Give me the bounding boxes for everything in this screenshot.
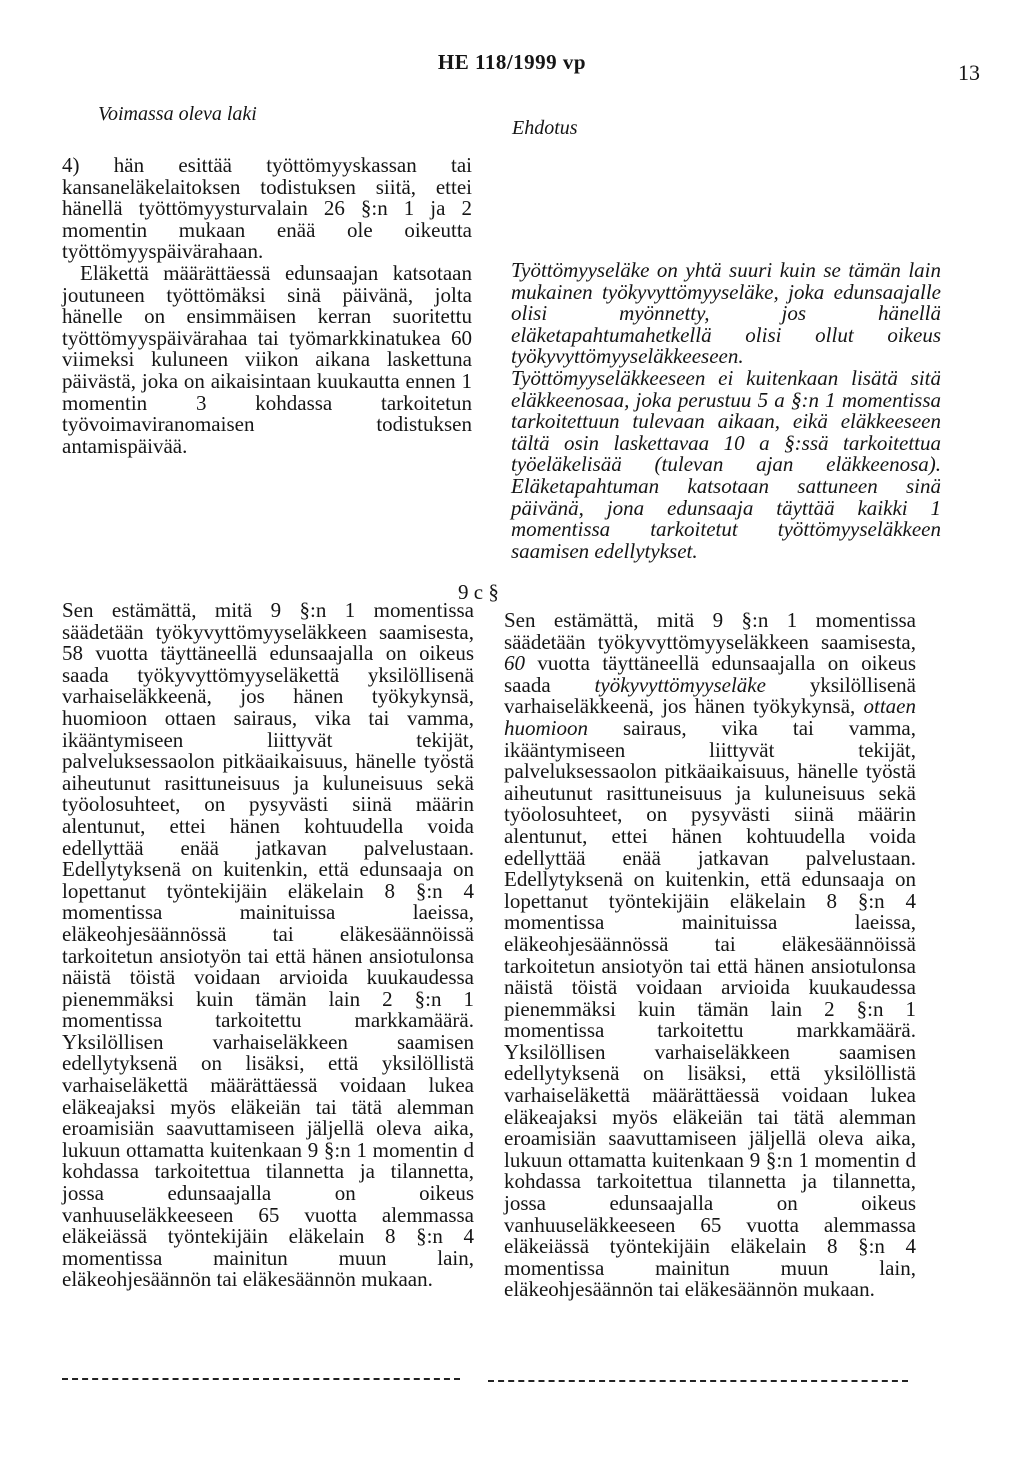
right-text-2: 60 — [504, 651, 525, 676]
right-text-5: yksilöllisenä varhaiseläkkeenä, jos hänen työkykynsä, — [504, 672, 916, 719]
right-paragraph-1: Työttömyyseläke on yhtä suuri kuin se tämän lain mukainen työkyvyttömyyseläke, joka edunsaajalle olisi myönnetty, jos hänellä eläketapahtumahetkellä olisi ollut oikeus työkyvyttömyyseläkkeeseen. Työttömyyseläkkeeseen ei kuitenkaan lisätä sitä eläkkeenosaa, joka perustuu 5 a §:n 1 momentissa tarkoitettuun tulevaan aikaan, eikä eläkkeeseen tältä osin laskettavaa 10 a §:ssä tarkoitettua työeläkelisää (tulevan ajan eläkkeenosa). Eläketapahtuman katsotaan sattuneen sinä päivänä, jona edunsaaja täyttää kaikki 1 momentissa tarkoitetut työttömyyseläkkeen saamisen edellytykset. — [511, 258, 941, 563]
left-paragraph-1: 4) hän esittää työttömyyskassan tai kansaneläkelaitoksen todistuksen siitä, ettei hänellä työttömyysturvalain 26 §:n 1 ja 2 momentin mukaan enää ole oikeutta työttömyyspäivärahaan. — [62, 153, 472, 264]
document-id: HE 118/1999 vp — [437, 50, 587, 74]
left-top-text — [62, 155, 472, 457]
right-column-title: Ehdotus — [512, 117, 578, 139]
section-heading: 9 c § — [458, 580, 499, 604]
right-text-4: työkyvyttömyyseläke — [594, 672, 766, 697]
right-text-1: Sen estämättä, mitä 9 §:n 1 momentissa säädetään työkyvyttömyyseläkkeen saamisesta, — [504, 608, 916, 654]
left-column-title: Voimassa oleva laki — [98, 103, 257, 125]
right-separator — [488, 1380, 908, 1382]
right-text-7: sairaus, vika tai vamma, ikääntymiseen liittyvät tekijät, palveluksessaolon pitkäaikaisuus, hänelle työstä aiheutunut rasittuneisuus ja kuluneisuus sekä työolosuhteet, on pysyvästi siinä määrin alentunut, ettei hänen kohtuudella voida edellyttää enää jatkavan palvelustaan. Edellytyksenä on kuitenkin, että edunsaaja on lopettanut työntekijäin eläkelain 8 §:n 4 momentissa mainituissa laeissa, eläkeohjesäännössä tai eläkesäännöissä tarkoitetun ansiotyön tai että hänen ansiotulonsa näistä töistä voidaan arvioida kuukaudessa pienemmäksi kuin tämän lain 2 §:n 1 momentissa tarkoitettu markkamäärä. Yksilöllisen varhaiseläkkeen saamisen edellytyksenä on lisäksi, että yksilöllistä varhaiseläkettä määrättäessä voidaan lukea eläkeajaksi myös eläkeiän tai tätä alemman eroamisiän saavuttamiseen jäljellä oleva aika, lukuun ottamatta kuitenkaan 9 §:n 1 momentin d kohdassa tarkoitettua tilannetta ja tilannetta, jossa edunsaajalla on oikeus vanhuuseläkkeeseen 65 vuotta alemmassa eläkeiässä työntekijäin eläkelain 8 §:n 4 momentissa mainitun muun lain, eläkeohjesäännön tai eläkesäännön mukaan. — [504, 715, 916, 1302]
left-separator — [62, 1378, 460, 1380]
left-paragraph-3: Sen estämättä, mitä 9 §:n 1 momentissa säädetään työkyvyttömyyseläkkeen saamisesta, 58 vuotta täyttäneellä edunsaajalla on oikeus saada työkyvyttömyyseläkettä yksilöllisenä varhaiseläkkeenä, jos hänen työkykynsä, huomioon ottaen sairaus, vika tai vamma, ikääntymiseen liittyvät tekijät, palveluksessaolon pitkäaikaisuus, hänelle työstä aiheutunut rasittuneisuus ja kuluneisuus sekä työolosuhteet, on pysyvästi siinä määrin alentunut, ettei hänen kohtuudella voida edellyttää enää jatkavan palvelustaan. Edellytyksenä on kuitenkin, että edunsaaja on lopettanut työntekijäin eläkelain 8 §:n 4 momentissa mainituissa laeissa, eläkeohjesäännössä tai eläkesäännöissä tarkoitetun ansiotyön tai että hänen ansiotulonsa näistä töistä voidaan arvioida kuukaudessa pienemmäksi kuin tämän lain 2 §:n 1 momentissa tarkoitettu markkamäärä. Yksilöllisen varhaiseläkkeen saamisen edellytyksenä on lisäksi, että yksilöllistä varhaiseläkettä määrättäessä voidaan lukea eläkeajaksi myös eläkeiän tai tätä alemman eroamisiän saavuttamiseen jäljellä oleva aika, lukuun ottamatta kuitenkaan 9 §:n 1 momentin d kohdassa tarkoitettua tilannetta ja tilannetta, jossa edunsaajalla on oikeus vanhuuseläkkeeseen 65 vuotta alemmassa eläkeiässä työntekijäin eläkelain 8 §:n 4 momentissa mainitun muun lain, eläkeohjesäännön tai eläkesäännön mukaan. — [62, 598, 474, 1292]
right-text-6: ottaen huomioon — [504, 694, 916, 740]
left-bottom-text — [62, 600, 474, 1291]
left-paragraph-2: Eläkettä määrättäessä edunsaajan katsotaan joutuneen työttömäksi sinä päivänä, jolta hänelle on ensimmäisen kerran suoritettu työttömyyspäivärahaa tai työmarkkinatukea 60 viimeksi kuluneen viikon aikana laskettuna päivästä, joka on aikaisintaan kuukautta ennen 1 momentin 3 kohdassa tarkoitetun työvoimaviranomaisen todistuksen antamispäivää. — [62, 260, 472, 458]
right-paragraph-2 — [504, 610, 916, 1301]
page-number: 13 — [958, 60, 980, 85]
right-bottom-text — [504, 610, 916, 1301]
right-top-text — [511, 260, 941, 562]
right-text-3: vuotta täyttäneellä edunsaajalla on oikeus saada — [504, 651, 916, 697]
